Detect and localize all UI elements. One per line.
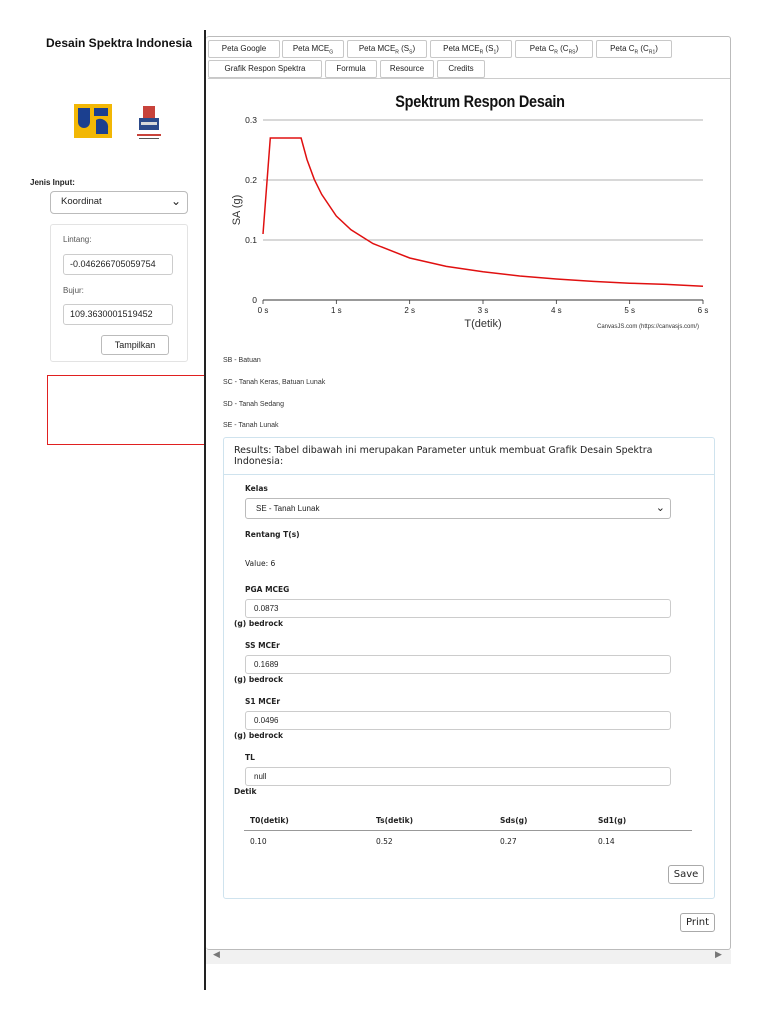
rentang-value: Value: 6 <box>245 559 276 568</box>
jenis-input-select[interactable] <box>50 191 188 214</box>
tab-formula[interactable] <box>325 60 377 78</box>
tab-sub: R <box>479 49 484 56</box>
horizontal-scrollbar[interactable] <box>206 950 731 964</box>
results-heading: Results: Tabel dibawah ini merupakan Parameter untuk membuat Grafik Desain Spektra Indonesia: <box>234 445 653 467</box>
y-tick-label: 0.2 <box>245 175 257 185</box>
kelas-value: SE - Tanah Lunak <box>256 504 320 513</box>
tab-label: (C <box>557 44 569 53</box>
ss-label: SS MCEr <box>245 641 280 650</box>
tab-grafik-respon-spektra[interactable] <box>208 60 322 78</box>
soil-class-item: SC - Tanah Keras, Batuan Lunak <box>223 379 326 386</box>
table-cell: 0.10 <box>250 837 267 846</box>
ss-input[interactable]: 0.1689 <box>245 655 671 674</box>
soil-class-item: SB - Batuan <box>223 357 261 364</box>
tl-unit: Detik <box>234 787 257 796</box>
x-tick-label: 5 s <box>624 306 636 315</box>
y-tick-label: 0 <box>252 295 257 305</box>
soil-class-item: SE - Tanah Lunak <box>223 422 279 429</box>
tab-label: ) <box>655 44 658 53</box>
arrow-right-icon[interactable]: ▶ <box>715 950 722 960</box>
ss-unit: (g) bedrock <box>234 675 283 684</box>
tab-label: ) <box>575 44 579 53</box>
tab-peta-mcer-s1[interactable] <box>430 40 512 58</box>
results-panel <box>223 437 715 899</box>
tab-label: Formula <box>336 64 366 73</box>
tab-label: Peta Google <box>221 44 267 53</box>
tl-label: TL <box>245 753 255 762</box>
pusgen-logo <box>134 104 164 144</box>
tab-label: Resource <box>389 64 425 73</box>
jenis-input-label: Jenis Input: <box>30 178 75 187</box>
tab-sub: R1 <box>648 49 656 56</box>
bujur-label: Bujur: <box>63 286 84 295</box>
chevron-down-icon: ⌄ <box>170 194 181 208</box>
s1-input[interactable]: 0.0496 <box>245 711 671 730</box>
tab-divider <box>208 78 730 79</box>
tab-label: Peta C <box>610 44 635 53</box>
x-tick-label: 4 s <box>550 306 562 315</box>
print-button[interactable]: Print <box>680 913 715 932</box>
response-spectrum-chart <box>220 110 720 330</box>
kelas-label: Kelas <box>245 484 268 493</box>
lintang-input[interactable]: -0.046266705059754 <box>63 254 173 275</box>
tab-sub: R <box>634 49 639 56</box>
arrow-left-icon[interactable]: ◀ <box>213 950 220 960</box>
table-header: Sds(g) <box>500 816 528 825</box>
table-header: Ts(detik) <box>376 816 414 825</box>
tab-sub: G <box>329 49 334 56</box>
soil-class-item: SD - Tanah Sedang <box>223 401 284 408</box>
tab-sub: RS <box>568 49 576 56</box>
tab-peta-mceg[interactable] <box>282 40 344 58</box>
tab-label: Peta MCE <box>443 44 480 53</box>
x-tick-label: 3 s <box>477 306 489 315</box>
x-axis-title: T(detik) <box>464 318 502 330</box>
lintang-label: Lintang: <box>63 235 92 244</box>
kelas-select[interactable] <box>245 498 671 519</box>
location-form <box>50 224 188 362</box>
save-button[interactable]: Save <box>668 865 704 884</box>
tab-resource[interactable] <box>380 60 434 78</box>
x-tick-label: 6 s <box>697 306 709 315</box>
tab-sub: 1 <box>493 49 497 56</box>
tab-label: Peta C <box>529 44 555 53</box>
x-tick-label: 1 s <box>330 306 342 315</box>
x-tick-label: 2 s <box>404 306 416 315</box>
tab-sub: R <box>554 49 558 56</box>
jenis-input-value: Koordinat <box>61 196 102 207</box>
tab-label: (C <box>638 44 649 53</box>
pga-input[interactable]: 0.0873 <box>245 599 671 618</box>
tab-label: (S <box>398 44 410 53</box>
chart-credit[interactable]: CanvasJS.com (https://canvasjs.com/) <box>597 324 700 330</box>
tampilkan-button[interactable]: Tampilkan <box>101 335 169 355</box>
chevron-down-icon: ⌄ <box>655 502 665 514</box>
pga-unit: (g) bedrock <box>234 619 283 628</box>
tab-peta-google[interactable] <box>208 40 280 58</box>
rentang-label: Rentang T(s) <box>245 530 300 539</box>
table-cell: 0.52 <box>376 837 393 846</box>
site-title: Desain Spektra Indonesia <box>46 36 193 50</box>
tab-label: (S <box>483 44 494 53</box>
tab-label: ) <box>412 44 416 53</box>
bujur-input[interactable]: 109.3630001519452 <box>63 304 173 325</box>
tab-sub: S <box>409 49 413 56</box>
tab-label: Peta MCE <box>358 44 396 53</box>
y-axis-title: SA (g) <box>231 194 243 226</box>
table-header: T0(detik) <box>250 816 289 825</box>
table-cell: 0.27 <box>500 837 517 846</box>
tab-label: Grafik Respon Spektra <box>224 64 306 73</box>
chart-title: Spektrum Respon Desain <box>395 92 565 111</box>
tab-label: Credits <box>448 64 474 73</box>
tab-sub: R <box>395 49 399 56</box>
tab-peta-mcer-ss[interactable] <box>347 40 427 58</box>
y-tick-label: 0.1 <box>245 235 257 245</box>
tab-peta-cr-cr1[interactable] <box>596 40 672 58</box>
pga-label: PGA MCEG <box>245 585 290 594</box>
highlight-box <box>47 375 205 445</box>
x-tick-label: 0 s <box>257 306 269 315</box>
table-header: Sd1(g) <box>598 816 627 825</box>
table-divider <box>244 830 692 831</box>
s1-unit: (g) bedrock <box>234 731 283 740</box>
tl-input[interactable]: null <box>245 767 671 786</box>
tab-credits[interactable] <box>437 60 485 78</box>
table-cell: 0.14 <box>598 837 615 846</box>
results-divider <box>224 474 714 475</box>
pupr-logo <box>74 104 112 138</box>
series-line <box>263 138 703 286</box>
s1-label: S1 MCEr <box>245 697 281 706</box>
tab-label: ) <box>496 44 499 53</box>
tab-peta-cr-crs[interactable] <box>515 40 593 58</box>
sidebar <box>0 0 205 1024</box>
tab-label: Peta MCE <box>292 44 330 53</box>
y-tick-label: 0.3 <box>245 115 257 125</box>
